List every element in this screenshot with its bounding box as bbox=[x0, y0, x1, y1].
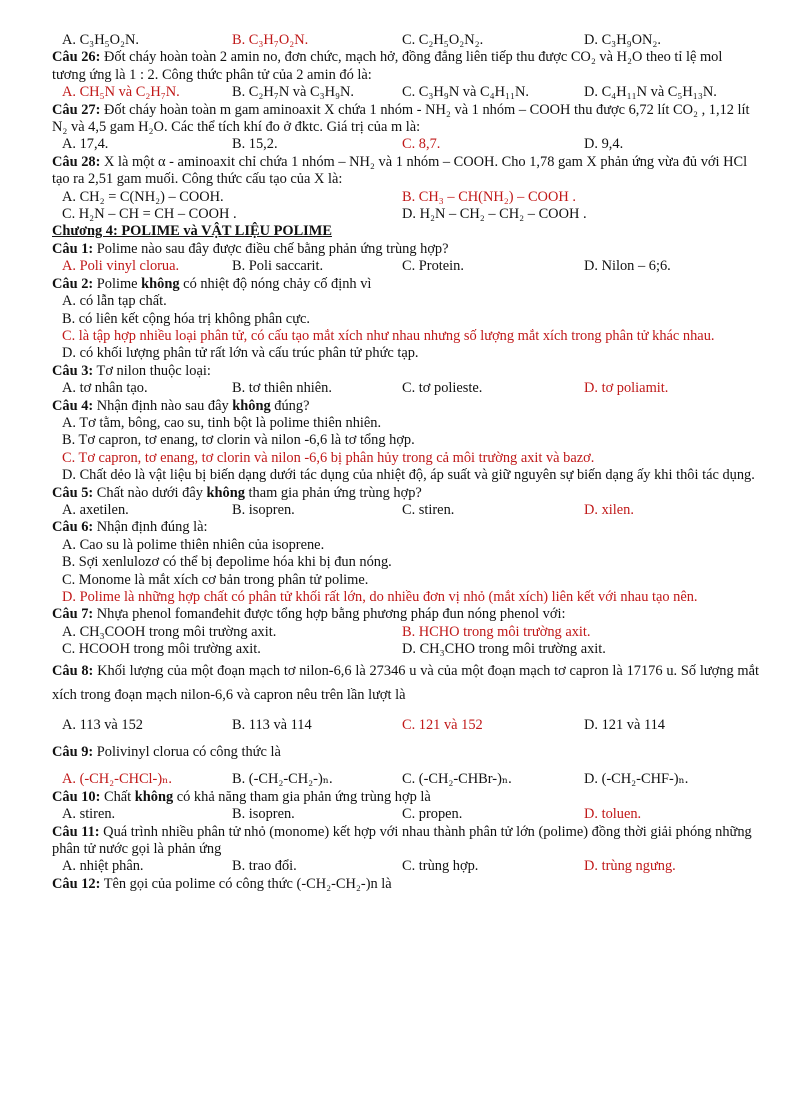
question-p7 bbox=[52, 606, 759, 623]
option-a: A. nhiệt phân. bbox=[62, 858, 144, 875]
option-b: B. (-CH₂-CH₂-)ₙ. bbox=[232, 771, 333, 788]
option-c: C. Tơ capron, tơ enang, tơ clorin và nilon -6,6 bị phân hủy trong cả môi trường axit và bazơ. bbox=[62, 449, 595, 466]
option-a: A. 17,4. bbox=[62, 136, 109, 153]
question-text-post: đúng? bbox=[270, 397, 310, 414]
option-a: A. CH₃COOH trong môi trường axit. bbox=[62, 623, 277, 640]
p8-options bbox=[62, 717, 759, 734]
option-d: D. trùng ngưng. bbox=[584, 858, 676, 875]
question-label: Câu 9: bbox=[52, 744, 94, 761]
option-c: C. là tập hợp nhiều loại phân tử, có cấu tạo mắt xích như nhau nhưng số lượng mắt xích trong phân tử khác nhau. bbox=[62, 327, 715, 344]
option-c: C. H₂N – CH = CH – COOH . bbox=[62, 206, 237, 223]
question-p2 bbox=[52, 276, 759, 293]
question-text: Đốt cháy hoàn toàn 2 amin no, đơn chức, mạch hở, đồng đẳng liên tiếp thu được CO₂ và H₂O theo tỉ lệ mol tương ứng là 1 : 2. Công thức phân tử của 2 amin đó là: bbox=[52, 49, 723, 83]
question-text: Đốt cháy hoàn toàn m gam aminoaxit X chứa 1 nhóm - NH₂ và 1 nhóm – COOH thu được 6,72 lít CO₂ , 1,12 lít N₂ và 4,5 gam H₂O. Các thể tích khí đo ở đktc. Giá trị của m là: bbox=[52, 101, 750, 136]
question-text: Khối lượng của một đoạn mạch tơ nilon-6,6 là 27346 u và của một đoạn mạch tơ capron là 17176 u. Số lượng mắt xích trong đoạn mạch nilon-6,6 và capron nêu trên lần lượt là bbox=[52, 662, 759, 703]
option-a: A. Tơ tằm, bông, cao su, tinh bột là polime thiên nhiên. bbox=[62, 414, 382, 431]
question-text-bold: không bbox=[134, 788, 174, 805]
question-text-post: có khả năng tham gia phản ứng trùng hợp là bbox=[173, 788, 431, 805]
chapter-heading: Chương 4: POLIME và VẬT LIỆU POLIME bbox=[52, 223, 332, 240]
question-text: Nhận định đúng là: bbox=[93, 519, 208, 536]
option-d: D. tơ poliamit. bbox=[584, 380, 669, 397]
option-c: C. tơ polieste. bbox=[402, 380, 483, 397]
option-d: D. CH₃CHO trong môi trường axit. bbox=[402, 641, 606, 658]
question-text-bold: không bbox=[141, 275, 180, 292]
p11-options bbox=[62, 858, 759, 875]
option-d: D. Chất dẻo là vật liệu bị biến dạng dưới tác dụng của nhiệt độ, áp suất và giữ nguyên sự biến dạng ấy khi thôi tác dụng. bbox=[62, 467, 755, 484]
option-b: B. Poli saccarit. bbox=[232, 258, 324, 275]
option-d: D. C₄H₁₁N và C₅H₁₃N. bbox=[584, 84, 717, 101]
q27-options bbox=[62, 136, 759, 153]
question-text: Nhựa phenol fomanđehit được tổng hợp bằng phương pháp đun nóng phenol với: bbox=[93, 606, 566, 623]
question-text: Polime nào sau đây được điều chế bằng phản ứng trùng hợp? bbox=[93, 240, 449, 257]
question-label: Câu 3: bbox=[52, 362, 94, 379]
option-a: A. Poli vinyl clorua. bbox=[62, 258, 180, 275]
p10-options bbox=[62, 806, 759, 823]
option-a: A. tơ nhân tạo. bbox=[62, 380, 148, 397]
question-p11 bbox=[52, 824, 759, 859]
question-text-post: tham gia phản ứng trùng hợp? bbox=[244, 484, 422, 501]
option-b: B. C₃H₇O₂N. bbox=[232, 32, 309, 48]
option-d: D. Polime là những hợp chất có phân tử khối rất lớn, do nhiều đơn vị nhỏ (mắt xích) liên kết với nhau tạo nên. bbox=[62, 589, 698, 605]
question-p3 bbox=[52, 363, 759, 380]
option-d: D. C₃H₉ON₂. bbox=[584, 32, 662, 48]
p3-options bbox=[62, 380, 759, 397]
option-b: B. Tơ capron, tơ enang, tơ clorin và nilon -6,6 là tơ tổng hợp. bbox=[62, 432, 415, 449]
option-d: D. (-CH₂-CHF-)ₙ. bbox=[584, 771, 689, 788]
question-label: Câu 12: bbox=[52, 875, 101, 892]
option-b: B. 15,2. bbox=[232, 136, 278, 153]
option-a: A. Cao su là polime thiên nhiên của isoprene. bbox=[62, 536, 325, 553]
question-text-post: có nhiệt độ nóng chảy cố định vì bbox=[179, 275, 372, 292]
question-text: Tên gọi của polime có công thức (-CH₂-CH₂-)n là bbox=[100, 875, 392, 892]
option-c: C. C₂H₅O₂N₂. bbox=[402, 32, 484, 48]
question-p4 bbox=[52, 398, 759, 415]
question-28 bbox=[52, 154, 759, 189]
q28-options-cd bbox=[62, 206, 759, 223]
option-d: D. 121 và 114 bbox=[584, 716, 666, 733]
p9-options bbox=[62, 771, 759, 788]
option-a: A. (-CH₂-CHCl-)ₙ. bbox=[62, 771, 172, 788]
option-b: B. HCHO trong môi trường axit. bbox=[402, 623, 591, 640]
option-c: C. HCOOH trong môi trường axit. bbox=[62, 641, 261, 658]
p7-options-ab bbox=[62, 624, 759, 641]
question-label: Câu 27: bbox=[52, 101, 101, 118]
option-b: B. trao đổi. bbox=[232, 858, 297, 875]
question-text-pre: Chất bbox=[100, 788, 135, 805]
question-label: Câu 2: bbox=[52, 275, 94, 292]
option-c: C. 121 và 152 bbox=[402, 716, 483, 733]
question-p5 bbox=[52, 485, 759, 502]
question-text-pre: Polime bbox=[96, 275, 142, 292]
option-c: C. Monome là mắt xích cơ bản trong phân tử polime. bbox=[62, 571, 369, 588]
question-text: Quá trình nhiều phân tử nhỏ (monome) kết hợp với nhau thành phân tử lớn (polime) đồng thời giải phóng những phân tử nước gọi là phản ứng bbox=[52, 823, 752, 858]
question-text: X là một α - aminoaxit chỉ chứa 1 nhóm – NH₂ và 1 nhóm – COOH. Cho 1,78 gam X phản ứng vừa đủ với HCl tạo ra 2,51 gam muối. Công thức cấu tạo của X là: bbox=[52, 153, 748, 188]
option-a: A. C₃H₅O₂N. bbox=[62, 32, 140, 48]
option-b: B. có liên kết cộng hóa trị không phân cực. bbox=[62, 310, 310, 327]
question-label: Câu 8: bbox=[52, 662, 94, 679]
p5-options bbox=[62, 502, 759, 519]
option-a: A. 113 và 152 bbox=[62, 716, 144, 733]
question-p12 bbox=[52, 876, 759, 893]
option-b: B. 113 và 114 bbox=[232, 716, 312, 733]
question-p9 bbox=[52, 744, 759, 761]
option-b: B. isopren. bbox=[232, 806, 295, 823]
option-c: C. stiren. bbox=[402, 501, 455, 518]
option-c: C. trùng hợp. bbox=[402, 858, 479, 875]
p7-options-cd bbox=[62, 641, 759, 658]
option-c: C. propen. bbox=[402, 806, 463, 823]
question-label: Câu 11: bbox=[52, 823, 100, 840]
question-label: Câu 7: bbox=[52, 606, 94, 623]
option-c: C. 8,7. bbox=[402, 136, 441, 153]
question-p6 bbox=[52, 519, 759, 536]
p1-options bbox=[62, 258, 759, 275]
question-text-pre: Nhận định nào sau đây bbox=[93, 397, 233, 414]
option-a: A. axetilen. bbox=[62, 501, 129, 518]
option-a: A. stiren. bbox=[62, 806, 116, 823]
option-b: B. C₂H₇N và C₃H₉N. bbox=[232, 84, 355, 101]
option-a: A. CH₅N và C₂H₇N. bbox=[62, 84, 180, 101]
question-26 bbox=[52, 49, 759, 84]
option-b: B. Sợi xenlulozơ có thể bị đepolime hóa khi bị đun nóng. bbox=[62, 554, 392, 571]
option-d: D. toluen. bbox=[584, 806, 642, 823]
q28-options-ab bbox=[62, 189, 759, 206]
question-label: Câu 28: bbox=[52, 153, 101, 170]
question-p10 bbox=[52, 789, 759, 806]
question-label: Câu 5: bbox=[52, 484, 94, 501]
q26-options bbox=[62, 84, 759, 101]
option-a: A. CH₂ = C(NH₂) – COOH. bbox=[62, 188, 224, 205]
question-label: Câu 4: bbox=[52, 397, 94, 414]
option-d: D. H₂N – CH₂ – CH₂ – COOH . bbox=[402, 206, 587, 223]
question-text: Polivinyl clorua có công thức là bbox=[93, 744, 281, 761]
question-text-bold: không bbox=[232, 397, 271, 414]
option-d: D. 9,4. bbox=[584, 136, 624, 153]
option-d: D. xilen. bbox=[584, 501, 634, 518]
option-c: C. Protein. bbox=[402, 258, 464, 275]
option-b: B. isopren. bbox=[232, 501, 295, 518]
option-b: B. CH₃ – CH(NH₂) – COOH . bbox=[402, 188, 576, 205]
option-c: C. C₃H₉N và C₄H₁₁N. bbox=[402, 84, 530, 101]
question-label: Câu 6: bbox=[52, 519, 94, 536]
question-text: Tơ nilon thuộc loại: bbox=[93, 362, 211, 379]
q25-options bbox=[62, 32, 759, 49]
question-text-bold: không bbox=[206, 484, 245, 501]
option-b: B. tơ thiên nhiên. bbox=[232, 380, 332, 397]
question-p8 bbox=[52, 659, 759, 707]
option-d: D. có khối lượng phân tử rất lớn và cấu trúc phân tử phức tạp. bbox=[62, 345, 419, 362]
option-a: A. có lẫn tạp chất. bbox=[62, 293, 167, 310]
question-label: Câu 10: bbox=[52, 788, 101, 805]
question-label: Câu 1: bbox=[52, 240, 94, 257]
question-27 bbox=[52, 102, 759, 137]
question-text-pre: Chất nào dưới đây bbox=[93, 484, 207, 501]
question-p1 bbox=[52, 241, 759, 258]
option-c: C. (-CH₂-CHBr-)ₙ. bbox=[402, 771, 512, 788]
question-label: Câu 26: bbox=[52, 49, 101, 66]
option-d: D. Nilon – 6;6. bbox=[584, 258, 671, 275]
